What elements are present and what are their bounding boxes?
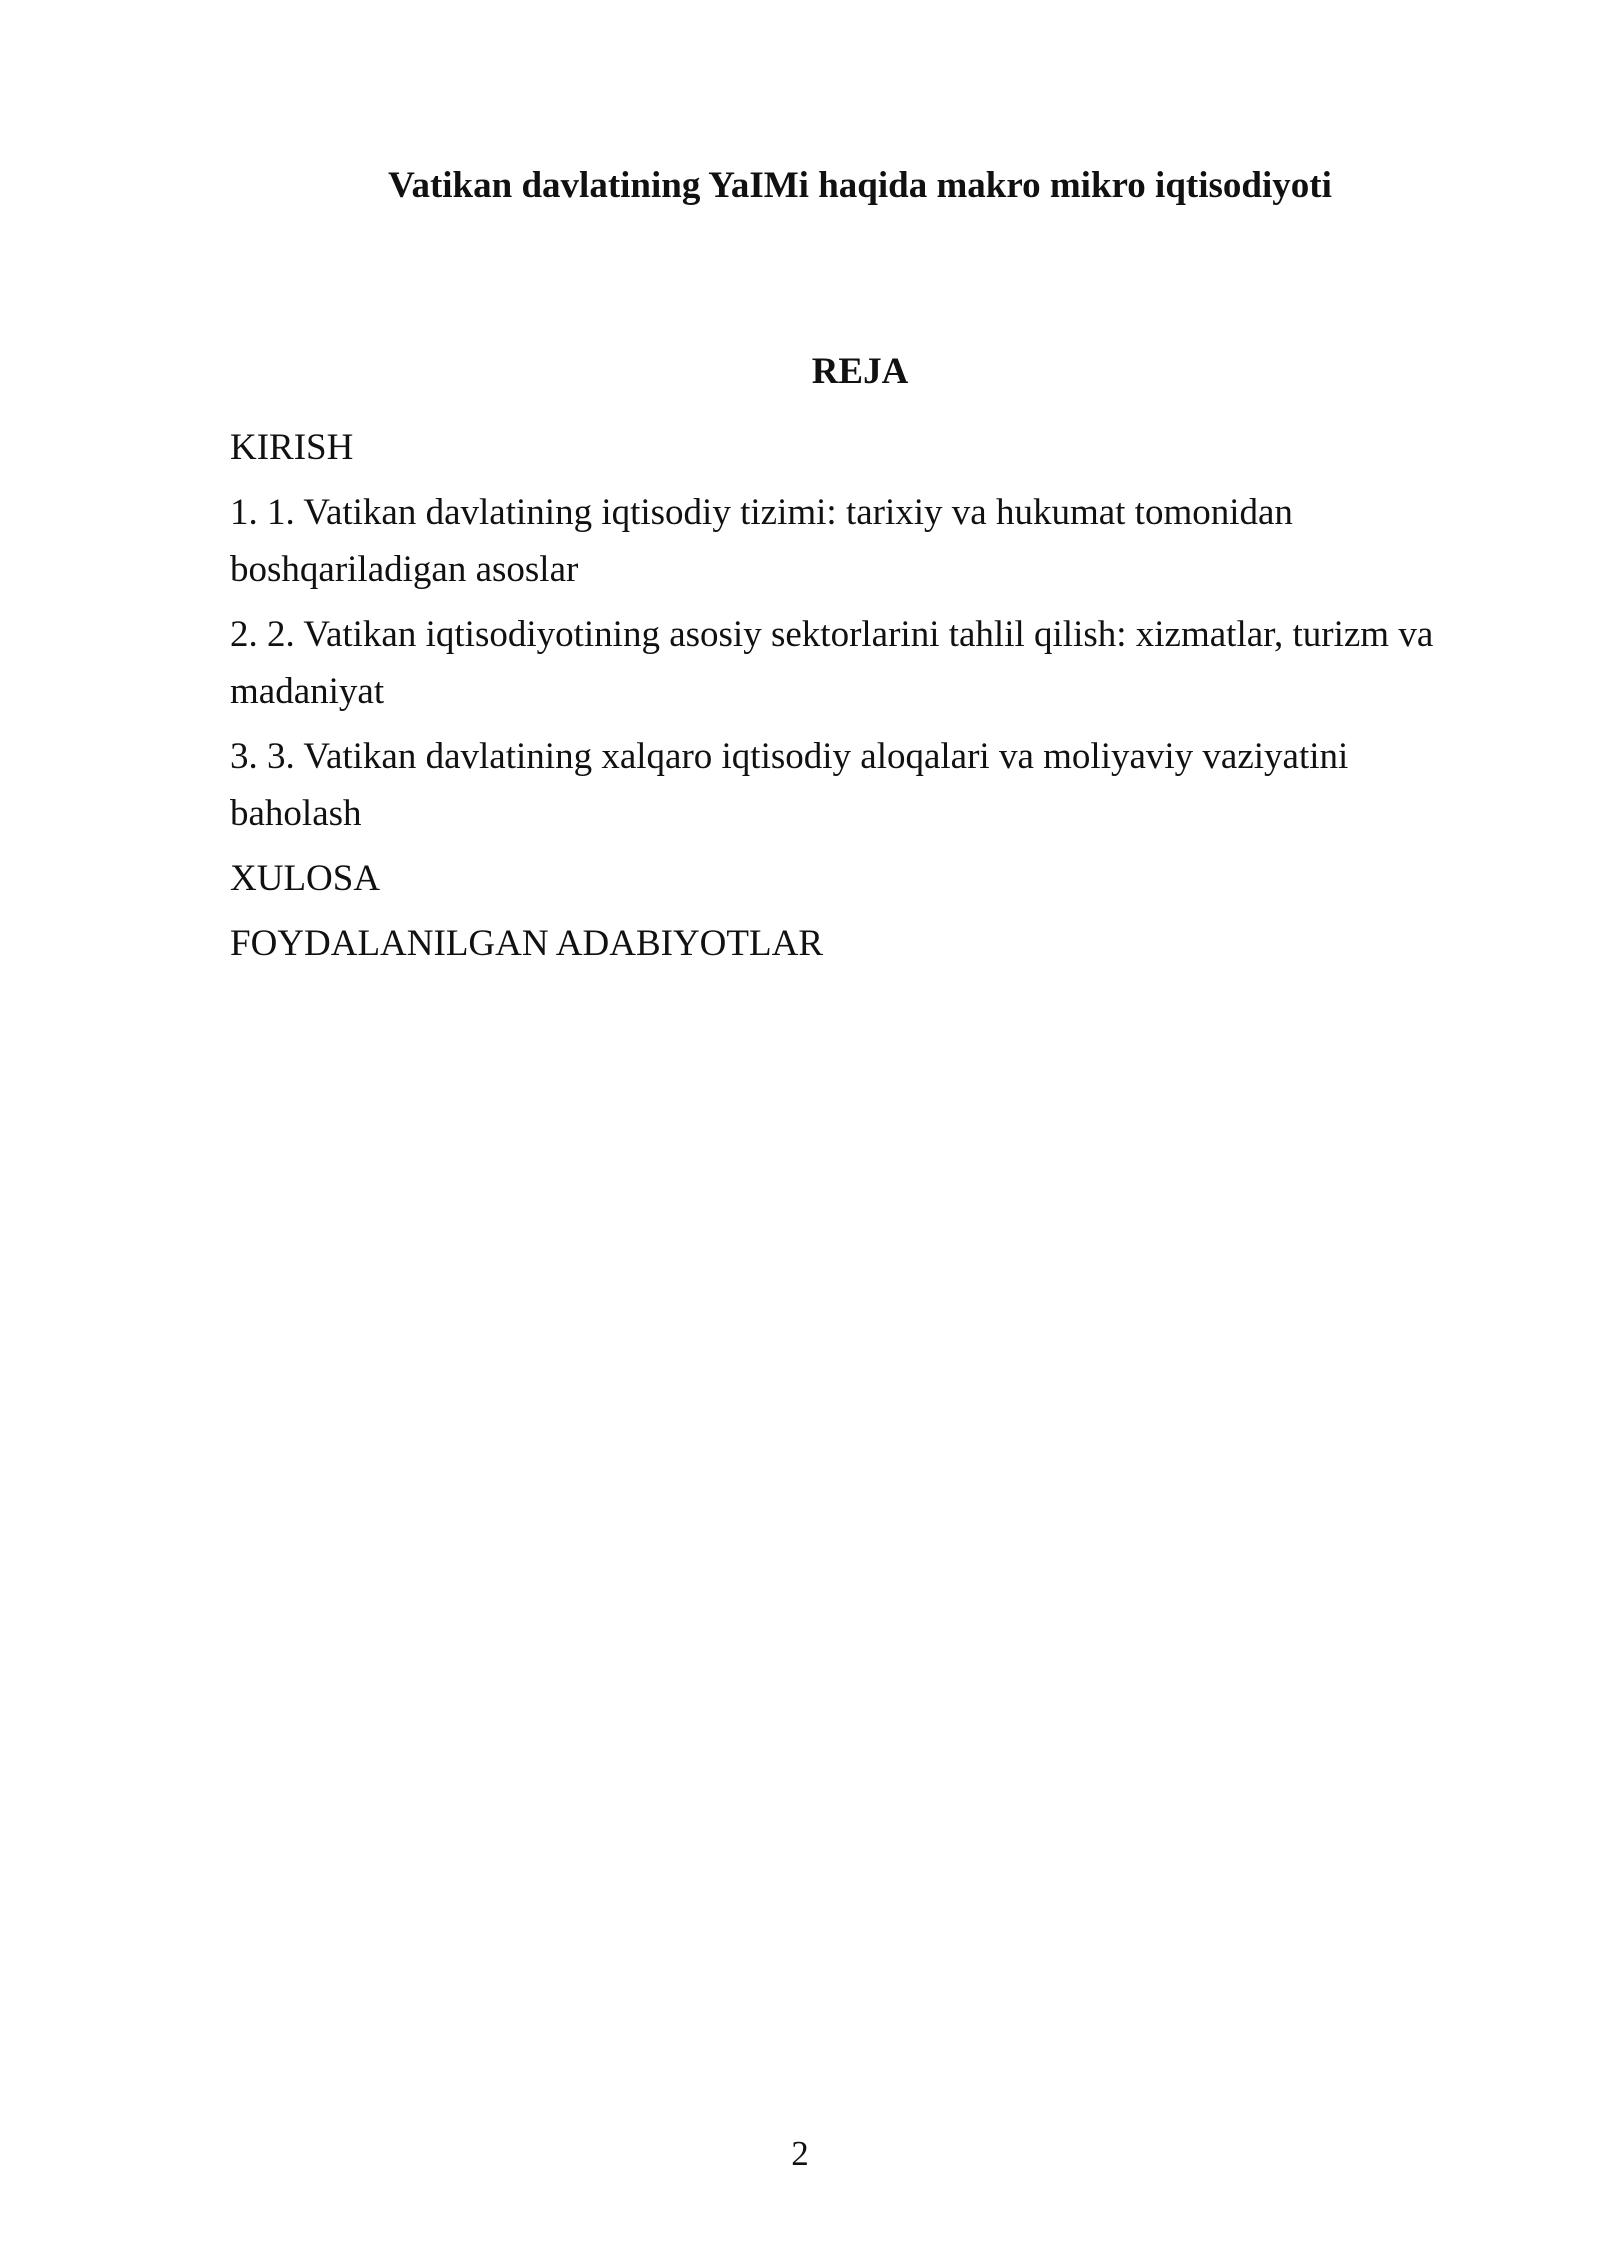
plan-item-chapter-1: 1. 1. Vatikan davlatining iqtisodiy tizimi: tarixiy va hukumat tomonidan boshqariladigan asoslar: [230, 492, 1293, 590]
plan-item-chapter-2: 2. 2. Vatikan iqtisodiyotining asosiy sektorlarini tahlil qilish: xizmatlar, turizm va madaniyat: [230, 614, 1434, 712]
plan-item-chapter-3: 3. 3. Vatikan davlatining xalqaro iqtisodiy aloqalari va moliyaviy vaziyatini baholash: [230, 736, 1349, 834]
plan-heading: REJA: [811, 351, 909, 392]
page-number: 2: [791, 2134, 809, 2173]
plan-list: [230, 419, 1485, 980]
plan-item-references: FOYDALANILGAN ADABIYOTLAR: [230, 923, 823, 964]
plan-item-conclusion: XULOSA: [230, 858, 381, 899]
document-title: Vatikan davlatining YaIMi haqida makro mikro iqtisodiyoti: [388, 165, 1332, 206]
plan-item-introduction: KIRISH: [230, 427, 354, 468]
